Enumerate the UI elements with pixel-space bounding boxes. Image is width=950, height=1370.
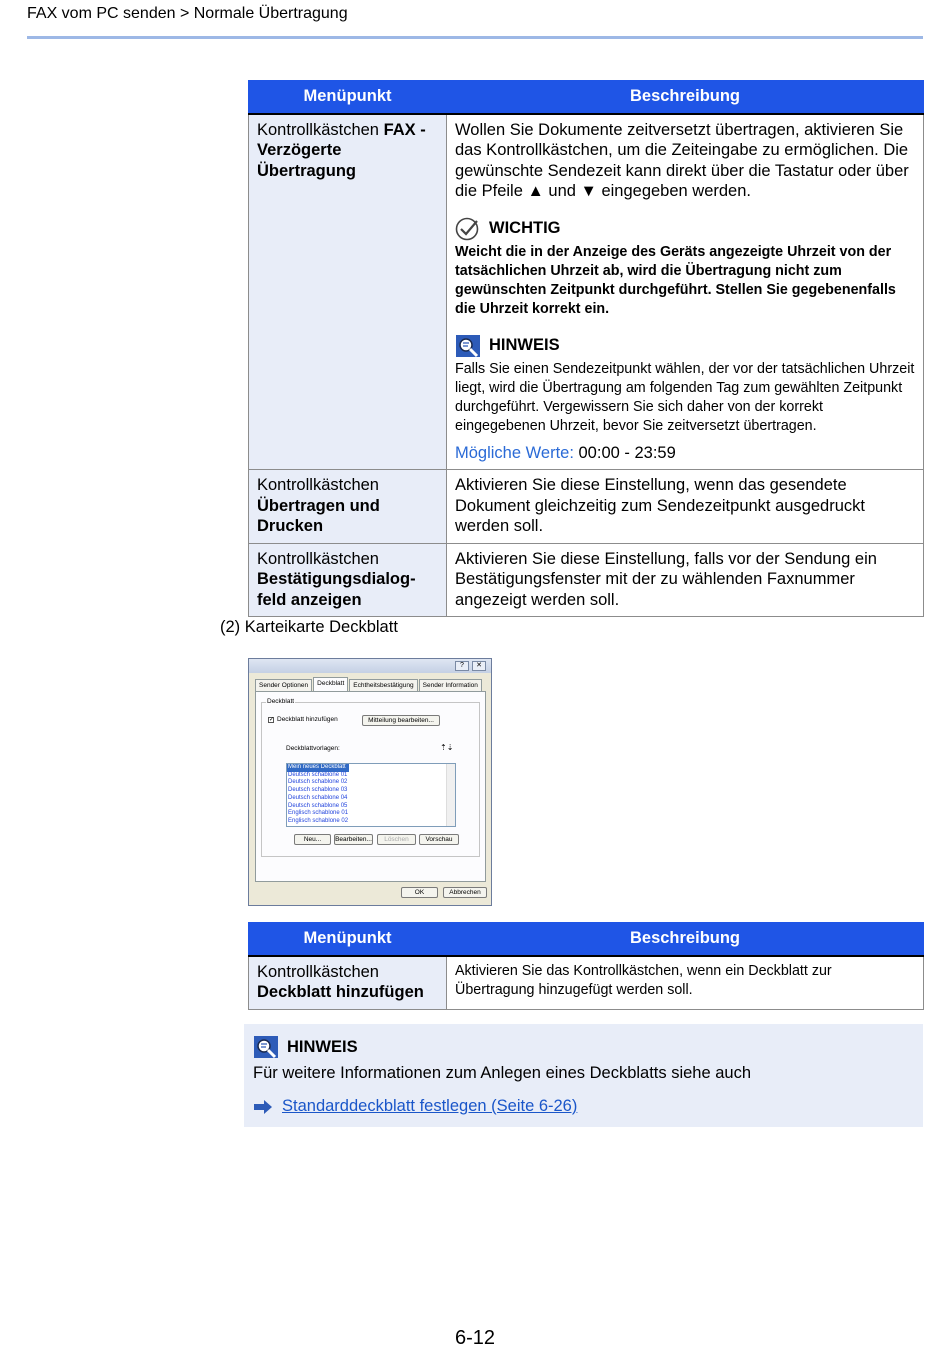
note-text: Falls Sie einen Sendezeitpunkt wählen, der vor der tatsächlichen Uhrzeit liegt, wird die Übertragung am folgenden Tag zum gewählten Zeitpunkt durchgeführt. Vergewissern Sie sich daher von der korrekt eingegebenen Uhrzeit, bevor Sie zeitversetzt übertragen.	[455, 360, 915, 434]
list-item[interactable]: Mein neues Deckblatt	[287, 764, 349, 772]
page-number: 6-12	[454, 1327, 496, 1349]
list-scrollbar[interactable]	[446, 764, 455, 826]
important-title: WICHTIG	[489, 219, 561, 238]
menu-item-name: Deckblatt hinzufügen	[257, 983, 424, 1001]
header-rule	[27, 36, 923, 39]
values-label: Mögliche Werte:	[455, 443, 574, 462]
list-item[interactable]: Englisch schablone 02	[288, 817, 349, 824]
column-header-description: Beschreibung	[447, 81, 924, 114]
list-item[interactable]: Deutsch schablone 02	[288, 779, 348, 786]
info-note	[455, 334, 915, 436]
note-icon	[253, 1035, 279, 1059]
arrow-down-icon: ▼	[580, 182, 597, 200]
tab-sender-options[interactable]: Sender Optionen	[255, 679, 312, 691]
sort-icons[interactable]: ⇡⇣	[440, 743, 454, 752]
tab-cover-sheet[interactable]: Deckblatt	[313, 677, 348, 691]
column-header-description: Beschreibung	[447, 923, 924, 956]
menu-prefix: Kontrollkästchen	[257, 962, 379, 981]
list-item[interactable]: Deutsch schablone 05	[288, 802, 348, 809]
description-cell: Aktivieren Sie das Kontrollkästchen, wenn ein Deckblatt zur Übertragung hinzugefügt werden soll.	[447, 956, 924, 1010]
tab-sender-information[interactable]: Sender Information	[419, 679, 482, 691]
cross-reference-link[interactable]: Standarddeckblatt festlegen (Seite 6-26)	[282, 1097, 578, 1115]
menu-cell	[249, 470, 447, 544]
note-icon	[455, 334, 481, 358]
close-button[interactable]: ✕	[472, 661, 486, 671]
cancel-button[interactable]: Abbrechen	[443, 887, 487, 898]
important-note	[455, 217, 915, 319]
menu-item-name: Bestätigungsdialog-feld anzeigen	[257, 570, 416, 609]
new-button[interactable]: Neu...	[294, 834, 331, 845]
list-item[interactable]: Deutsch schablone 01	[288, 771, 348, 778]
checkbox-label: Deckblatt hinzufügen	[277, 716, 338, 723]
cover-sheet-table	[248, 922, 924, 1010]
table-row	[249, 114, 924, 470]
list-item[interactable]: Englisch schablone 01	[288, 810, 349, 817]
menu-prefix: Kontrollkästchen	[257, 120, 384, 139]
settings-table	[248, 80, 924, 617]
menu-item-name: FAX - Verzögerte Übertragung	[257, 120, 426, 180]
table-row	[249, 470, 924, 544]
list-item[interactable]: Deutsch schablone 03	[288, 787, 348, 794]
table-row	[249, 956, 924, 1010]
section-caption: (2) Karteikarte Deckblatt	[220, 618, 398, 636]
table-row	[249, 543, 924, 617]
templates-list[interactable]	[286, 763, 456, 827]
preview-button[interactable]: Vorschau	[419, 834, 459, 845]
description-text: Wollen Sie Dokumente zeitversetzt übertragen, aktivieren Sie das Kontrollkästchen, um die Zeiteingabe zu ermöglichen. Die gewünschte Sendezeit kann direkt über die Tastatur oder über die Pfeile ▲ und ▼ eingegeben werden.	[455, 120, 909, 200]
arrow-right-icon	[253, 1100, 273, 1114]
delete-button[interactable]: Löschen	[377, 834, 416, 845]
note-text: Für weitere Informationen zum Anlegen eines Deckblatts siehe auch	[253, 1064, 752, 1082]
important-text: Weicht die in der Anzeige des Geräts angezeigte Uhrzeit von der tatsächlichen Uhrzeit ab, wird die Übertragung nicht zum gewünschten Zeitpunkt durchgeführt. Stellen Sie gegebenenfalls die Uhrzeit korrekt ein.	[455, 243, 896, 317]
menu-prefix: Kontrollkästchen	[257, 549, 379, 568]
menu-cell	[249, 114, 447, 470]
description-cell	[447, 114, 924, 470]
column-header-menu: Menüpunkt	[249, 81, 447, 114]
ok-button[interactable]: OK	[401, 887, 438, 898]
list-item[interactable]: Deutsch schablone 04	[288, 794, 348, 801]
note-box	[244, 1024, 923, 1127]
menu-cell	[249, 956, 447, 1010]
description-cell: Aktivieren Sie diese Einstellung, falls vor der Sendung ein Bestätigungsfenster mit der zu wählenden Faxnummer angezeigt werden soll.	[447, 543, 924, 617]
menu-cell	[249, 543, 447, 617]
group-label: Deckblatt	[267, 698, 295, 705]
tab-authentication[interactable]: Echtheitsbestätigung	[349, 679, 417, 691]
help-button[interactable]: ?	[455, 661, 469, 671]
possible-values	[455, 443, 915, 464]
add-cover-checkbox[interactable]	[268, 716, 338, 723]
arrow-up-icon: ▲	[527, 182, 544, 200]
note-title: HINWEIS	[489, 336, 560, 355]
note-title: HINWEIS	[287, 1037, 358, 1056]
menu-item-name: Übertragen und Drucken	[257, 496, 380, 535]
values-text: 00:00 - 23:59	[573, 443, 676, 462]
dialog-titlebar	[249, 659, 491, 673]
edit-button[interactable]: Bearbeiten...	[335, 836, 372, 843]
checkmark-icon	[455, 217, 481, 241]
column-header-menu: Menüpunkt	[249, 923, 447, 956]
description-cell: Aktivieren Sie diese Einstellung, wenn das gesendete Dokument gleichzeitig zum Sendezeitpunkt ausgedruckt werden soll.	[447, 470, 924, 544]
menu-prefix: Kontrollkästchen	[257, 476, 379, 494]
checkbox-icon[interactable]: ✓	[269, 716, 275, 723]
templates-label: Deckblattvorlagen:	[286, 745, 340, 752]
dialog-tabs	[255, 679, 483, 691]
cover-sheet-dialog	[248, 658, 492, 906]
tab-panel	[255, 691, 486, 882]
breadcrumb: FAX vom PC senden > Normale Übertragung	[27, 5, 348, 22]
cover-sheet-group	[261, 698, 480, 857]
edit-message-button[interactable]: Mitteilung bearbeiten...	[362, 715, 440, 726]
